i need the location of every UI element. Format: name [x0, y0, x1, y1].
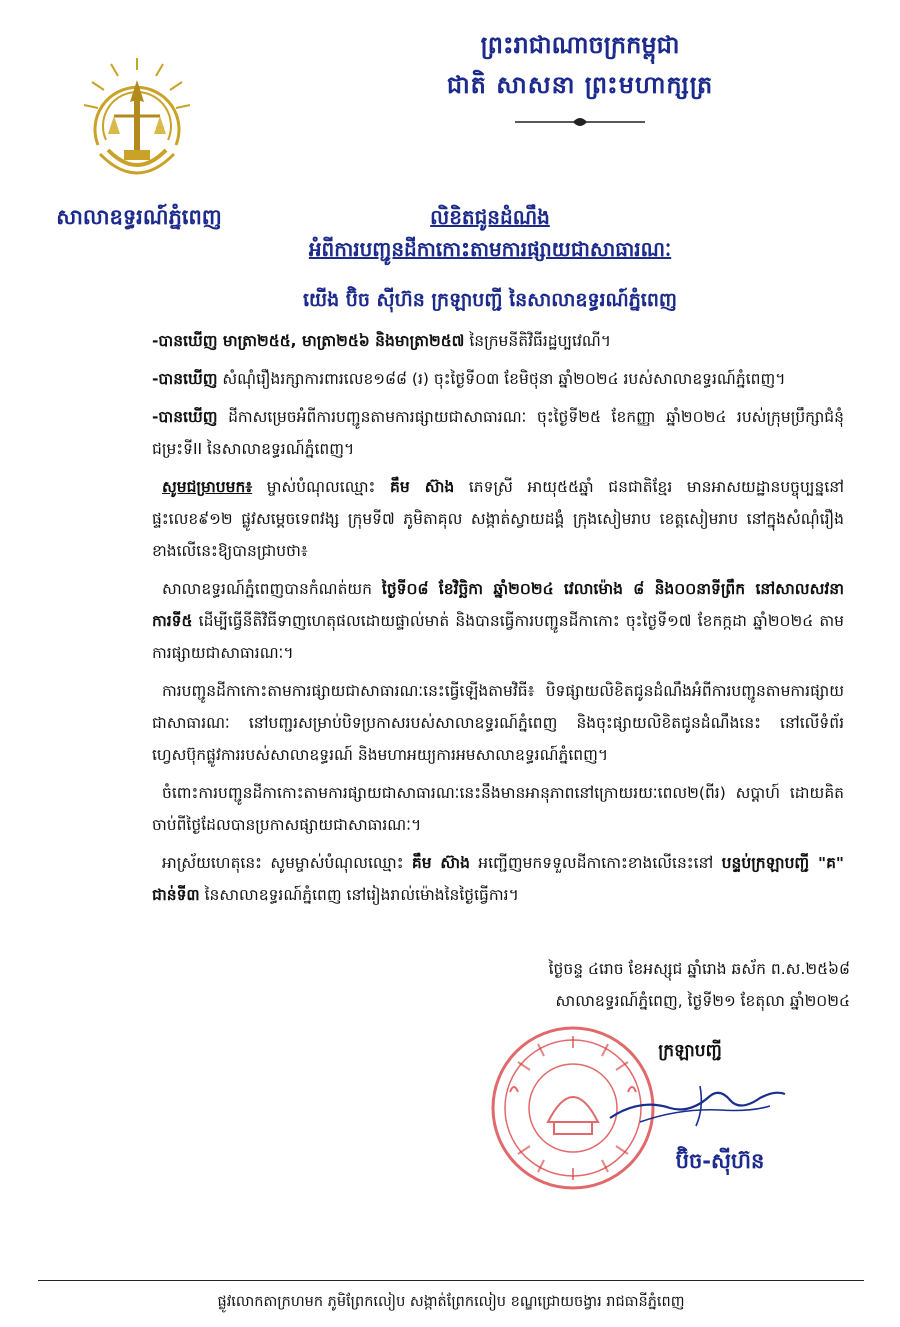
paragraph-4 [152, 471, 844, 567]
notice-body [152, 325, 844, 917]
footer-divider [38, 1280, 864, 1281]
signer-name: ប៊ិច-ស៊ីហ៊ន [675, 1149, 765, 1173]
p4-a: ម្ចាស់បំណុលឈ្មោះ [252, 478, 390, 496]
p4-lead: សូមជម្រាបមក៖ [162, 478, 253, 496]
p5-a: សាលាឧទ្ធរណ៍ភ្នំពេញបានកំណត់យក [162, 580, 382, 598]
paragraph-6: ការបញ្ជូនដីកាកោះតាមការផ្សាយជាសាធារណៈនេះធ្វើឡើងតាមវិធី៖ បិទផ្សាយលិខិតជូនដំណឹងអំពីការបញ្ជូនតាមការផ្សាយជាសាធារណៈ នៅបញ្ជរសម្រាប់បិទប្រកាសរបស់សាលាឧទ្ធរណ៍ភ្នំពេញ និងចុះផ្សាយលិខិតជូនដំណឹងនេះ នៅលើទំព័រហ្វេសប៊ុកផ្លូវការរបស់សាលាឧទ្ធរណ៍ និងមហាអយ្យការអមសាលាឧទ្ធរណ៍ភ្នំពេញ។ [152, 682, 844, 764]
p3-rest: ដីកាសម្រេចអំពីការបញ្ជូនតាមការផ្សាយជាសាធារណៈ ចុះថ្ងៃទី២៥ ខែកញ្ញា ឆ្នាំ២០២៤ របស់ក្រុមប្រឹក្សាជំនុំជម្រះទីII នៃសាលាឧទ្ធរណ៍ភ្នំពេញ។ [152, 408, 844, 458]
notice-subtitle: អំពីការបញ្ជូនដីកាកោះតាមការផ្សាយជាសាធារណៈ [308, 237, 672, 261]
paragraph-8 [152, 847, 844, 911]
creditor-name: គឹម ស៊ាង [389, 478, 455, 496]
kingdom-title: ព្រះរាជាណាចក្រកម្ពុជា [480, 31, 680, 59]
p5-b: ដើម្បីធ្វើនីតិវិធីទាញហេតុផលដោយផ្ទាល់មាត់ និងបានធ្វើការបញ្ជូនដីកាកោះ ចុះថ្ងៃទី១៧ ខែកក្កដា ឆ្នាំ២០២៤ តាមការផ្សាយជាសាធារណៈ។ [152, 612, 844, 662]
lunar-date: ថ្ងៃចន្ទ ៤រោច ខែអស្សុជ ឆ្នាំរោង ឆស័ក ព.ស.២៥៦៨ [548, 960, 850, 978]
solar-date: សាលាឧទ្ធរណ៍ភ្នំពេញ, ថ្ងៃទី២១ ខែតុលា ឆ្នាំ២០២៤ [555, 992, 850, 1010]
p1-articles: មាត្រា២៥៥, មាត្រា២៥៦ និងមាត្រា២៥៧ [217, 332, 465, 350]
paragraph-7: ចំពោះការបញ្ជូនដីកាកោះតាមការផ្សាយជាសាធារណៈនេះនឹងមានអានុភាពនៅក្រោយរយៈពេល២(ពីរ) សប្ដាហ៍ ដោយគិតចាប់ពីថ្ងៃដែលបានប្រកាសផ្សាយជាសាធារណៈ។ [152, 784, 844, 834]
notice-title: លិខិតជូនដំណឹង [430, 205, 550, 229]
p8-c: នៃសាលាឧទ្ធរណ៍ភ្នំពេញ នៅរៀងរាល់ម៉ោងនៃថ្ងៃធ្វើការ។ [199, 886, 519, 904]
court-emblem-icon [78, 50, 196, 200]
clerk-room: បន្ទប់ក្រឡាបញ្ជី "គ" ជាន់ទី៣ [152, 854, 844, 904]
footer-address: ផ្លូវលោកតាក្រហមក ភូមិព្រែកលៀប សង្កាត់ព្រែកលៀប ខណ្ឌជ្រោយចង្វារ រាជធានីភ្នំពេញ [217, 1294, 685, 1310]
p3-lead: -បានឃើញ [152, 408, 218, 426]
date-block [470, 953, 850, 1017]
paragraph-5 [152, 573, 844, 669]
paragraph-1 [152, 325, 844, 357]
handwritten-signature-icon [600, 1078, 790, 1133]
national-motto: ជាតិ សាសនា ព្រះមហាក្សត្រ [446, 71, 714, 99]
notice-title-block [235, 202, 745, 314]
creditor-name-2: គឹម ស៊ាង [411, 854, 470, 872]
court-name: សាលាឧទ្ធរណ៍ភ្នំពេញ [56, 205, 222, 229]
p1-lead: -បានឃើញ [152, 332, 218, 350]
ornament-divider-icon [515, 116, 645, 128]
p2-rest: សំណុំរឿងរក្សាការពារលេខ១៨៨ (រ) ចុះថ្ងៃទី០៣ ខែមិថុនា ឆ្នាំ២០២៤ របស់សាលាឧទ្ធរណ៍ភ្នំពេញ។ [217, 370, 786, 388]
p4-b: ភេទស្រី អាយុ៥៥ឆ្នាំ ជនជាតិខ្មែរ មានអាសយដ្ឋានបច្ចុប្បន្ននៅផ្ទះលេខ៩១២ ផ្លូវសម្តេចទេពវង្ស ក្រុមទី៧ ភូមិតាគុល សង្កាត់ស្វាយដង្គំ ក្រុងសៀមរាប ខេត្តសៀមរាប នៅក្នុងសំណុំរឿងខាងលើនេះឱ្យបានជ្រាបថា៖ [152, 478, 844, 560]
paragraph-2 [152, 363, 844, 395]
p8-b: អញ្ជើញមកទទួលដីកាកោះខាងលើនេះនៅ [469, 854, 722, 872]
p2-lead: -បានឃើញ [152, 370, 218, 388]
kingdom-header [380, 28, 780, 132]
hearing-datetime: ថ្ងៃទី០៨ ខែវិច្ឆិកា ឆ្នាំ២០២៤ វេលាម៉ោង ៨ និង០០នាទីព្រឹក នៅសាលសវនាការទី៥ [152, 580, 844, 630]
p1-rest: នៃក្រមនីតិវិធីរដ្ឋប្បវេណី។ [464, 332, 612, 350]
issuer-line: យើង ប៊ិច ស៊ីហ៊ន ក្រឡាបញ្ជី នៃសាលាឧទ្ធរណ៍ភ្នំពេញ [303, 289, 677, 311]
p8-a: អាស្រ័យហេតុនេះ សូមម្ចាស់បំណុលឈ្មោះ [162, 854, 412, 872]
signatory-title: ក្រឡាបញ្ជី [658, 1041, 722, 1061]
paragraph-3 [152, 401, 844, 465]
